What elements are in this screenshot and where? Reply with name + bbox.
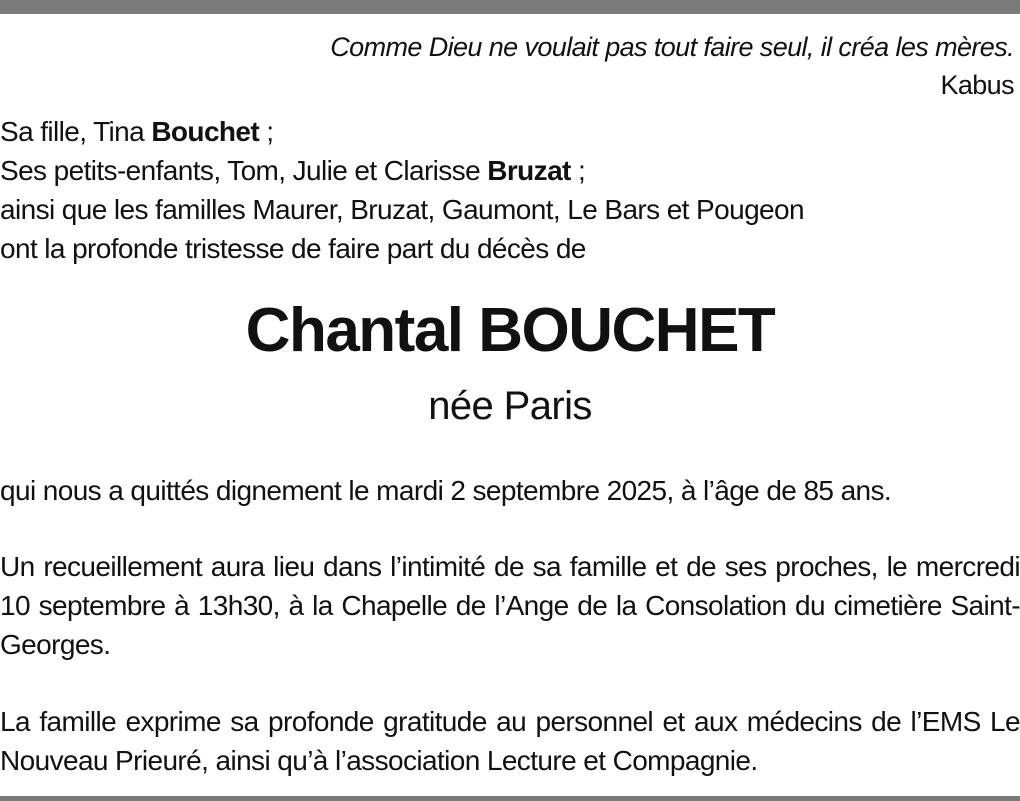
death-paragraph: qui nous a quittés dignement le mardi 2 septembre 2025, à l’âge de 85 ans. <box>0 475 892 506</box>
family-line-families: ainsi que les familles Maurer, Bruzat, Gaumont, Le Bars et Pougeon <box>0 194 804 225</box>
deceased-maiden-name: née Paris <box>428 384 592 428</box>
deceased-name: Chantal BOUCHET <box>245 296 775 365</box>
family-line-grandchildren <box>0 151 1010 190</box>
family-line-grandchildren-end: ; <box>570 155 586 186</box>
epigraph <box>330 28 1014 104</box>
grandchildren-surname: Bruzat <box>487 155 571 186</box>
daughter-surname: Bouchet <box>151 116 260 147</box>
family-line-daughter-end: ; <box>259 116 274 147</box>
family-announcement <box>0 112 1010 268</box>
epigraph-quote: Comme Dieu ne voulait pas tout faire seul, il créa les mères. <box>330 32 1014 62</box>
family-line-announcement: ont la profonde tristesse de faire part du décès de <box>0 233 586 264</box>
thanks-paragraph: La famille exprime sa profonde gratitude au personnel et aux médecins de l’EMS Le Nouveau Prieuré, ainsi qu’à l’association Lecture et Compagnie. <box>0 706 1020 776</box>
ceremony-paragraph: Un recueillement aura lieu dans l’intimité de sa famille et de ses proches, le mercredi 10 septembre à 13h30, à la Chapelle de l’Ange de la Consolation du cimetière Saint-Georges. <box>0 551 1020 660</box>
bottom-rule <box>0 796 1020 801</box>
epigraph-author: Kabus <box>940 70 1014 100</box>
family-line-daughter-text: Sa fille, Tina <box>0 116 152 147</box>
family-line-grandchildren-text: Ses petits-enfants, Tom, Julie et Clarisse <box>0 155 488 186</box>
family-line-daughter <box>0 112 1010 151</box>
